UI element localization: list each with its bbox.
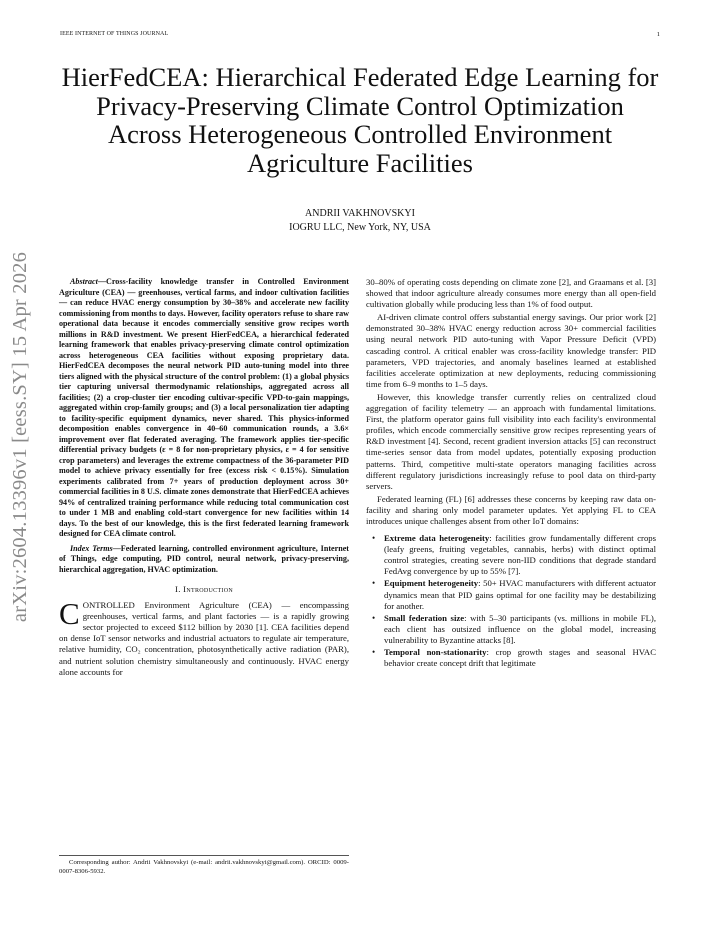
intro-paragraph-1 (59, 596, 349, 678)
intro-paragraph-1-text: Environment Agriculture (CEA) — encompassing greenhouses, vertical farms, and plant factories — is a rapidly growing sector projected to exceed $112 billion by 2030 [1]. CEA facilities depend on dense IoT sensor networks and industrial actuators to regulate air temperature, relative humidity, CO₂ concentration, photosynthetically active radiation (PAR), and nutrient solution chemistry simultaneously and continuously. HVAC energy alone accounts for (59, 600, 349, 677)
intro-paragraph-3: However, this knowledge transfer currently relies on centralized cloud aggregation of facility telemetry — an approach with fundamental limitations. First, the platform operator gains full visibility into each facility's environmental profiles, which encode commercially sensitive grow recipes representing years of R&D investment [4]. Second, recent gradient inversion attacks [5] can reconstruct time-series sensor data from model updates, potentially exposing production patterns. Third, competitive multi-state operators managing facilities across different regulatory jurisdictions increasingly refuse to pool data on third-party servers. (366, 391, 656, 491)
intro-paragraph-4: Federated learning (FL) [6] addresses these concerns by keeping raw data on-facility and sharing only model parameter updates. Yet applying FL to CEA introduces unique challenges absent from other IoT domains: (366, 493, 656, 526)
list-item (366, 647, 656, 669)
footnote-text: Corresponding author: Andrii Vakhnovskyi (e-mail: andrii.vakhnovskyi@gmail.com). ORCID: 0009-0007-8306-5932. (59, 859, 349, 875)
list-item-text: : with 5–30 participants (vs. millions in mobile FL), each client has outsized influence on the global model, increasing vulnerability to Byzantine attacks [8]. (384, 612, 656, 645)
list-item-text: : facilities grow fundamentally different crops (leafy greens, fruiting vegetables, cannabis, herbs) with distinct optimal control strategies, creating severe non-IID conditions that degrade standard FedAvg convergence by up to 55% [7]. (384, 533, 657, 577)
footnote (59, 855, 349, 876)
list-item-term: Temporal non-stationarity (384, 647, 487, 657)
list-item (366, 578, 656, 611)
list-item (366, 533, 656, 577)
paper-title: HierFedCEA: Hierarchical Federated Edge Learning for Privacy-Preserving Climate Control Optimization Across Heterogeneous Controlled Environment Agriculture Facilities (61, 62, 659, 178)
author-name: ANDRII VAKHNOVSKYI (305, 208, 415, 219)
section-heading-introduction: I. Introduction (175, 584, 233, 594)
intro-paragraph-1-continued: 30–80% of operating costs depending on climate zone [2], and Graamans et al. [3] showed that indoor agriculture already consumes more energy than all open-field cultivation globally while producing less than 1% of food output. (366, 277, 656, 310)
list-item (366, 613, 656, 646)
list-item-text: : crop growth stages and seasonal HVAC behavior create concept drift that legitimate (384, 647, 656, 669)
list-item-text: : 50+ HVAC manufacturers with different actuator dynamics mean that PID gains optimal for one facility may be destabilizing for another. (384, 578, 656, 611)
right-column (366, 277, 656, 670)
index-terms-text: —Federated learning, controlled environment agriculture, Internet of Things, edge computing, PID control, neural network, privacy-preserving, hierarchical aggregation, HVAC optimization. (59, 543, 350, 574)
abstract (59, 277, 349, 540)
drop-cap: C (59, 596, 80, 632)
index-terms (59, 544, 349, 576)
page-number: 1 (656, 31, 660, 38)
intro-lead-word: ONTROLLED (82, 600, 135, 611)
arxiv-identifier-stamp: arXiv:2604.13396v1 [eess.SY] 15 Apr 2026 (9, 251, 31, 623)
list-item-term: Equipment heterogeneity (384, 578, 479, 589)
challenge-list (366, 533, 656, 669)
abstract-label: Abstract (70, 277, 98, 286)
left-column (59, 277, 349, 678)
author-affiliation: IOGRU LLC, New York, NY, USA (289, 222, 431, 233)
list-item-term: Small federation size (384, 612, 465, 623)
intro-paragraph-2: AI-driven climate control offers substantial energy savings. Our prior work [2] demonstrated 30–38% HVAC energy reduction across 30+ commercial facilities using neural network PID auto-tuning with Vapor Pressure Deficit (VPD) cascading control. A critical enabler was cross-facility knowledge transfer: PID parameters, VPD trajectories, and anomaly baselines learned at established facilities accelerate optimization at new deployments, reducing commissioning time from 6–9 months to 1–5 days. (366, 312, 656, 389)
running-head: IEEE INTERNET OF THINGS JOURNAL (60, 31, 169, 37)
index-terms-label: Index Terms (70, 543, 113, 553)
list-item-term: Extreme data heterogeneity (384, 533, 490, 544)
abstract-text: —Cross-facility knowledge transfer in Controlled Environment Agriculture (CEA) — greenhouses, vertical farms, and indoor cultivation facilities — can reduce HVAC energy consumption by 30–38% and accelerate new facility commissioning from months to days. However, facility operators refuse to share raw operational data because it encodes commercially sensitive grow recipes worth millions in R&D investment. We present HierFedCEA, a hierarchical federated learning framework that enables privacy-preserving climate control optimization across heterogeneous CEA facilities without exposing proprietary data. HierFedCEA decomposes the neural network PID auto-tuning model into three tiers aligned with the physical structure of the control problem: (1) a global physics tier capturing universal thermodynamic relationships, aggregated across all facilities; (2) a crop-cluster tier encoding cultivar-specific VPD-to-gain mappings, aggregated within crop-family groups; and (3) a local personalization tier adapting to facility-specific equipment dynamics, never shared. This physics-informed decomposition enables convergence in 40–60 communication rounds, a 3.6× improvement over flat federated averaging. The framework applies tier-specific differential privacy budgets (ε = 8 for non-proprietary physics, ε = 4 for sensitive crop parameters) and leverages the extreme compactness of the 36-parameter PID model to achieve privacy essentially for free (excess risk < 0.15%). Simulation experiments calibrated from 7+ years of production deployment across 30+ commercial facilities in 8 U.S. climate zones demonstrate that HierFedCEA achieves 94% of centralized training performance while reducing total communication cost to under 1 MB and enabling cold-start convergence for new facilities within 14 days. To the best of our knowledge, this is the first federated learning framework designed for CEA climate control. (59, 277, 349, 538)
